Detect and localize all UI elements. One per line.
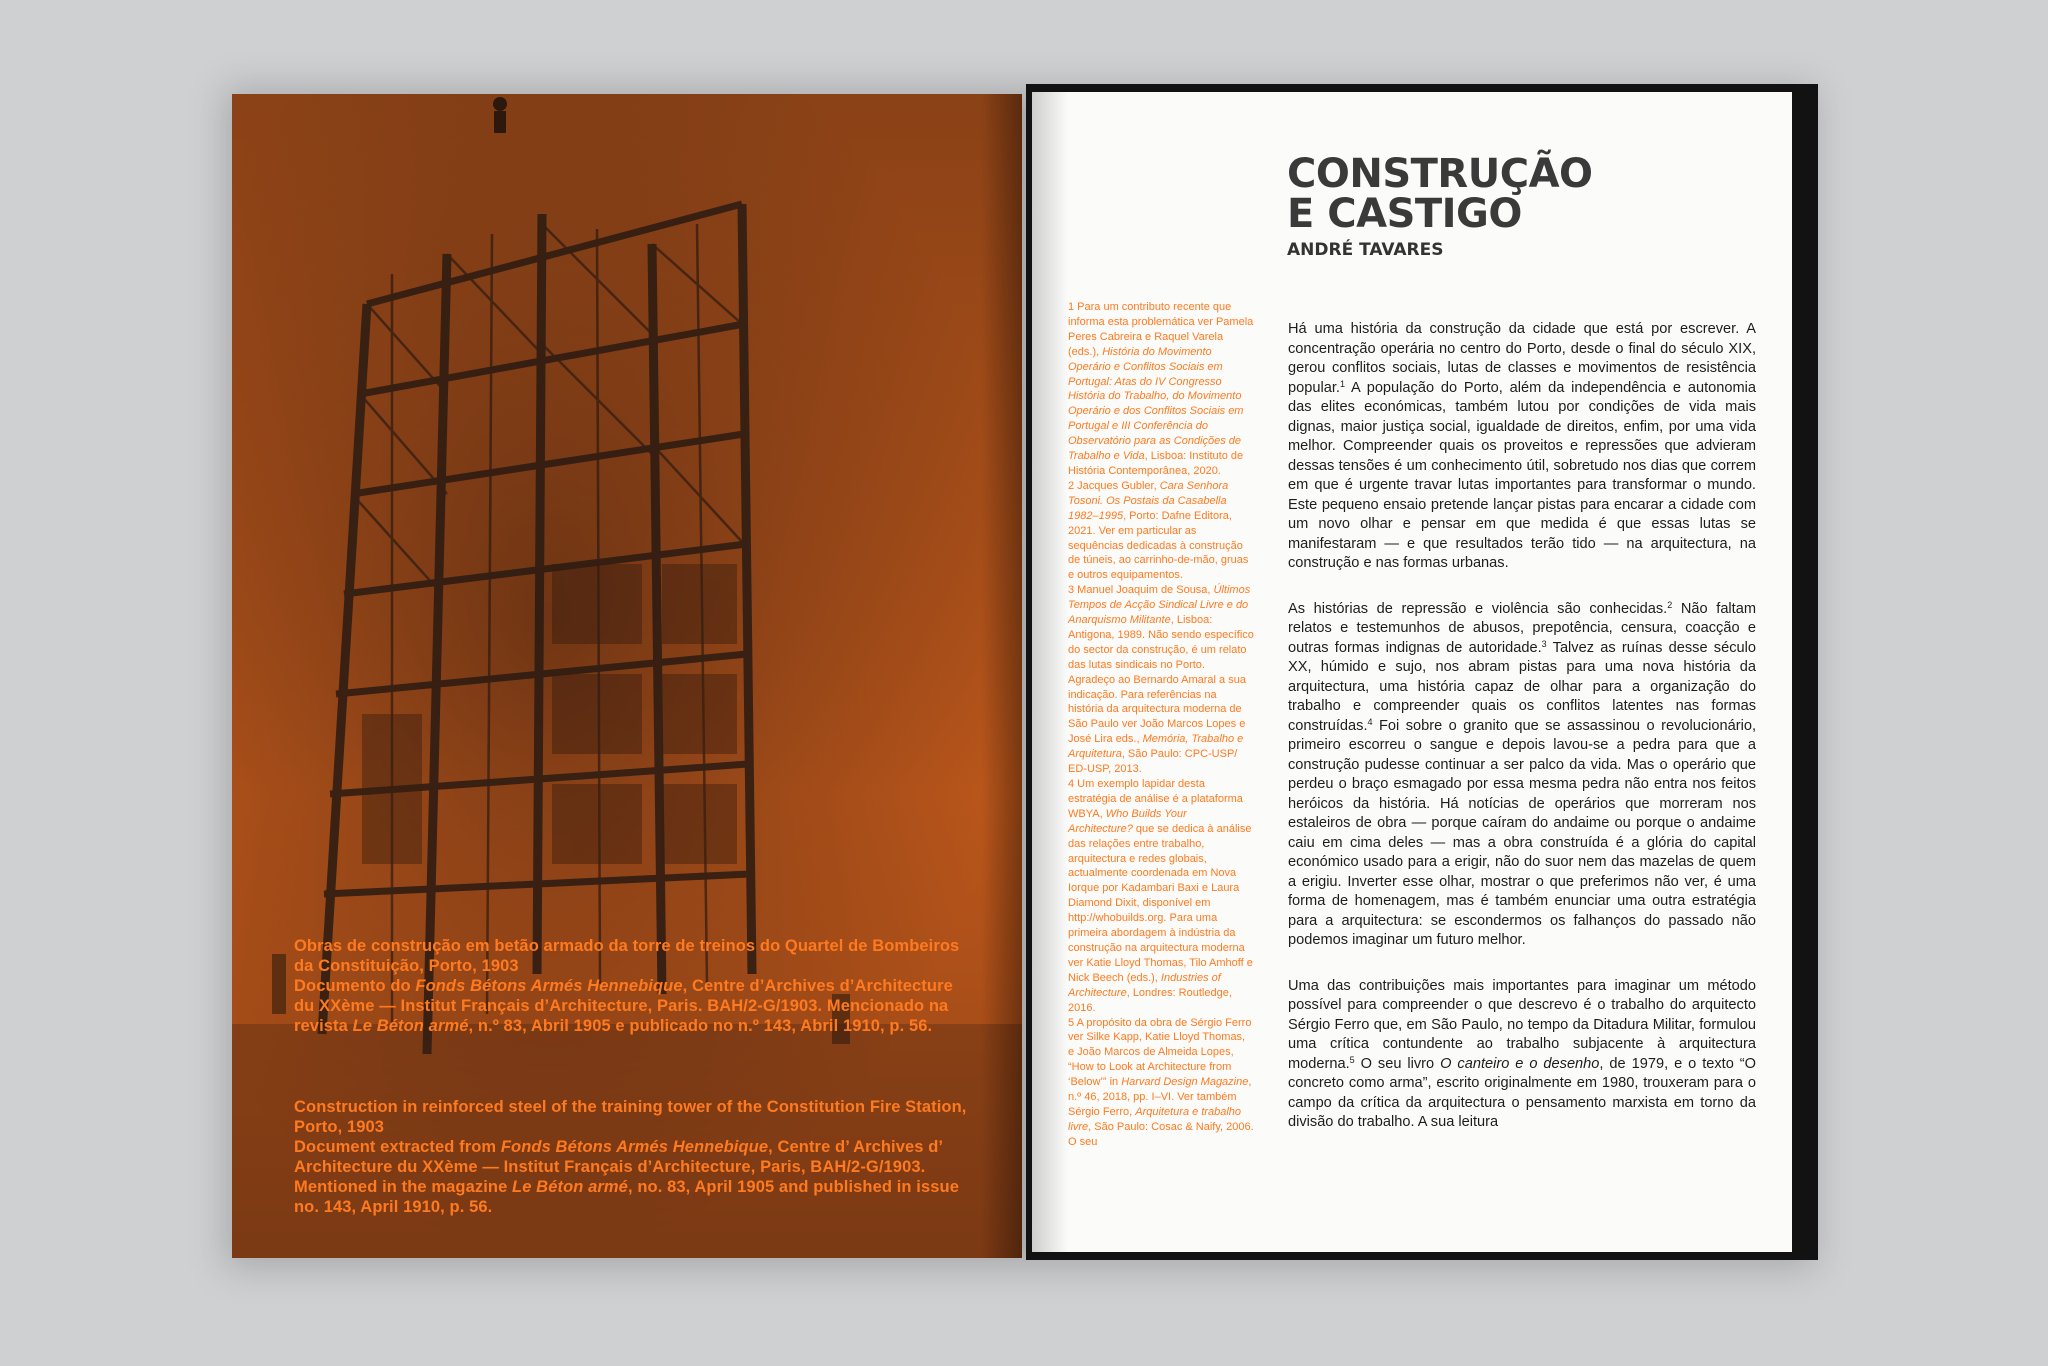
caption-pt-title: Obras de construção em betão armado da torre de treinos do Quartel de Bombeiros da Constituição, Porto, 1903 — [294, 937, 960, 975]
left-page-photo — [232, 94, 1022, 1258]
construction-tower-photo — [232, 94, 1022, 1258]
footnote-ref-4: 4 — [1367, 716, 1373, 727]
body-paragraph-3: Uma das contribuições mais importantes para imaginar um método possível para compreender o que descrevo é o trabalho do arquitecto Sérgio Ferro que, em São Paulo, no tempo da Ditadura Militar, formulou uma crítica contundente ao trabalho subjacente à arquitectura moderna.$^5$ O seu livro O canteiro e o desenho, de 1979, e o texto “O concreto como arma”, escrito originalmente em 1980, trouxeram para o campo da crítica da arquitectura o pensamento marxista em torno da divisão do trabalho. A sua leitura — [1288, 977, 1757, 1130]
caption-en-title: Construction in reinforced steel of the training tower of the Constitution Fire Station, Porto, 1903 — [294, 1098, 967, 1136]
footnote-ref-3: 3 — [1541, 638, 1547, 649]
footnote-ref-1: 1 — [1339, 378, 1345, 389]
footnote-3: 3 Manuel Joaquim de Sousa, Últimos Tempos de Acção Sindical Livre e do Anarquismo Militante, Lisboa: Antigona, 1989. Não sendo específico do sector da construção, é um relato das lutas sindicais no Porto. Agradeço ao Bernardo Amaral a sua indicação. Para referências na história da arquitectura moderna de São Paulo ver João Marcos Lopes e José Lira eds., Memória, Trabalho e Arquitetura, São Paulo: CPC-USP/ ED-USP, 2013. — [1068, 584, 1254, 776]
right-page-article — [1032, 92, 1792, 1252]
footnote-4: 4 Um exemplo lapidar desta estratégia de análise é a plataforma WBYA, Who Builds Your Architecture? que se dedica à análise das relações entre trabalho, arquitectura e redes globais, actualmente coordenada em Nova Iorque por Kadambari Baxi e Laura Diamond Dixit, disponível em http://whobuilds.org. Para uma primeira abordagem à indústria da construção na arquitectura moderna ver Katie Lloyd Thomas, Tilo Amhoff e Nick Beech (eds.), Industries of Architecture, Londres: Routledge, 2016. — [1068, 778, 1253, 1014]
footnote-ref-5: 5 — [1349, 1054, 1355, 1065]
caption-en-source: Document extracted from Fonds Bétons Armés Hennebique, Centre d’ Archives d’ Architecture du XXème — Institut Français d’Architecture, Paris, BAH/2-G/1903. Mentioned in the magazine Le Béton armé, no. 83, April 1905 and published in issue no. 143, April 1910, p. 56. — [294, 1138, 959, 1216]
caption-pt-source: Documento do Fonds Bétons Armés Hennebique, Centre d’Archives d’Architecture du XXème — Institut Français d’Architecture, Paris. BAH/2-G/1903. Mencionado na revista Le Béton armé, n.º 83, Abril 1905 e publicado no n.º 143, Abril 1910, p. 56. — [294, 977, 953, 1035]
footnote-ref-2: 2 — [1667, 599, 1673, 610]
article-author: ANDRÉ TAVARES — [1287, 240, 1444, 260]
photo-caption-portuguese — [294, 936, 974, 1036]
footnote-2: 2 Jacques Gubler, Cara Senhora Tosoni. Os Postais da Casabella 1982–1995, Porto: Dafne Editora, 2021. Ver em particular as sequências dedicadas à construção de túneis, ao carrinho-de-mão, gruas e outros equipamentos. — [1068, 479, 1249, 582]
article-body — [1288, 320, 1756, 1159]
footnote-5: 5 A propósito da obra de Sérgio Ferro ver Silke Kapp, Katie Lloyd Thomas, e João Marcos de Almeida Lopes, “How to Look at Architecture from ‘Below’” in Harvard Design Magazine, n.º 46, 2018, pp. I–VI. Ver também Sérgio Ferro, Arquitetura e trabalho livre, São Paulo: Cosac & Naify, 2006. O seu — [1068, 1016, 1254, 1148]
article-title: CONSTRUÇÃO E CASTIGO — [1287, 151, 1593, 237]
page-gutter-shadow — [982, 94, 1022, 1258]
page-gutter-shadow-right — [1032, 92, 1068, 1252]
body-paragraph-2: As histórias de repressão e violência são conhecidas.$^2$ Não faltam relatos e testemunhos de abusos, prepotência, censura, coacção e outras formas indignas de autoridade.$^3$ Talvez as ruínas desse século XX, húmido e sujo, nos abram pistas para uma nova história da arquitectura, uma história capaz de olhar para a organização do trabalho e compreender quais os conflitos latentes nas formas construídas.$^4$ Foi sobre o granito que se assassinou o revolucionário, primeiro escorreu o sangue e depois lavou-se a pedra para que a construção pudesse continuar a ser palco da vida. Mas o operário que perdeu o braço esmagado por essa mesma pedra não entra nos feitos heróicos da história. Há notícias de operários que morreram nos estaleiros de obra — porque caíram do andaime ou porque o andaime caiu em cima deles — mas a obra construída é a glória do capital económico usado para a erigir, não do suor nem das mazelas de quem a erigiu. Inverter esse olhar, mostrar o que preferimos não ver, é uma forma de homenagem, mas é também enunciar uma outra estratégia para a arquitectura: se escondermos os falhanços do passado não podemos imaginar um futuro melhor. — [1288, 599, 1757, 948]
footnotes-column — [1068, 300, 1254, 1150]
photo-caption-english — [294, 1097, 974, 1217]
body-paragraph-1: Há uma história da construção da cidade que está por escrever. A concentração operária no centro do Porto, desde o final do século XIX, gerou conflitos sociais, lutas de classes e movimentos de resistência popular.$^1$ A população do Porto, além da independência e autonomia das elites económicas, também lutou por condições de vida mais dignas, maior justiça social, igualdade de direitos, enfim, por uma vida melhor. Compreender quais os proveitos e repressões que advieram dessas tensões é um conhecimento útil, sobretudo nos dias que correm em que é urgente travar lutas importantes para transformar o mundo. Este pequeno ensaio pretende lançar pistas para encarar a cidade com um novo olhar e pensar em que medida é que essas lutas se manifestaram — e que resultados terão tido — na arquitectura, na construção e nas formas urbanas. — [1288, 321, 1756, 571]
footnote-1: 1 Para um contributo recente que informa esta problemática ver Pamela Peres Cabreira e Raquel Varela (eds.), História do Movimento Operário e Conflitos Sociais em Portugal: Atas do IV Congresso História do Trabalho, do Movimento Operário e dos Conflitos Sociais em Portugal e III Conferência do Observatório para as Condições de Trabalho e Vida, Lisboa: Instituto de História Contemporânea, 2020. — [1068, 301, 1254, 477]
